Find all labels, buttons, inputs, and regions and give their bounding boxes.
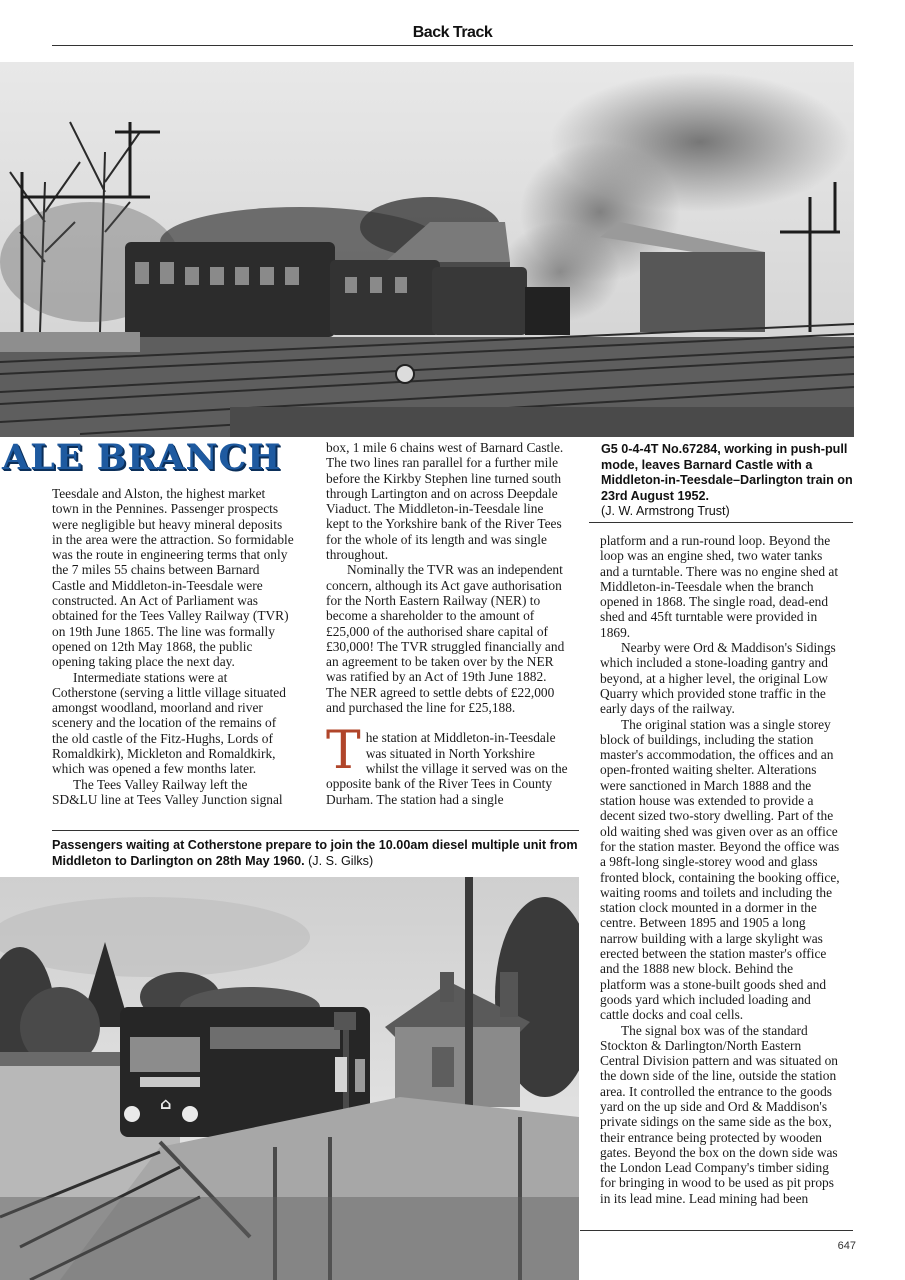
caption-bottom-rule	[52, 830, 579, 831]
header-rule	[52, 45, 853, 46]
caption-top	[601, 442, 853, 520]
caption-bottom-text: Passengers waiting at Cotherstone prepare to join the 10.00am diesel multiple unit from Middleton to Darlington on 28th May 1960.	[52, 838, 578, 868]
col2-paragraph: Nominally the TVR was an independent concern, although its Act gave authorisation for the North Eastern Railway (NER) to become a shareholder to the amount of £25,000 of the authorised share capital of £30,000! The TVR struggled financially and an agreement to be taken over by the NER was ratified by an Act of 19th June 1882. The NER agreed to settle debts of £22,000 and purchased the line for £25,188.	[326, 562, 565, 716]
col2-paragraph: box, 1 mile 6 chains west of Barnard Castle. The two lines ran parallel for a further mile before the Kirkby Stephen line turned south through Lartington and on across Deepdale Viaduct. The Middleton-in-Teesdale line kept to the Yorkshire bank of the River Tees for the whole of its length and was single throughout.	[326, 440, 564, 563]
caption-bottom	[52, 838, 579, 869]
article-headline: ALE BRANCH	[2, 437, 282, 478]
footer-rule	[580, 1230, 853, 1231]
article-column-1	[52, 486, 294, 807]
photo-bottom-dmu	[0, 877, 579, 1280]
article-column-3	[600, 533, 842, 1206]
drop-cap: T	[326, 721, 361, 782]
col3-paragraph: The original station was a single storey block of buildings, including the station master's accommodation, the offices and an open-fronted waiting shelter. Alterations were sanctioned in March 1888 and the station house was extended to provide a decent sized two-story dwelling. Part of the old waiting shed was given over as an office for the station master. Beyond the office was a 98ft-long single-storey wood and glass fronted block, containing the booking office, waiting rooms and toilets and including the station clock mounted in a dormer in the centre. Between 1895 and 1905 a long narrow building with a large skylight was erected between the station master's office and the 1888 new block. Behind the platform was a stone-built goods shed and goods yard which included loading and cattle docks and coal cells.	[600, 716, 840, 1023]
col1-paragraph: The Tees Valley Railway left the SD&LU line at Tees Valley Junction signal	[52, 776, 283, 807]
caption-bottom-credit: (J. S. Gilks)	[308, 853, 374, 868]
caption-top-credit: (J. W. Armstrong Trust)	[601, 504, 730, 518]
article-column-2	[326, 440, 568, 807]
col3-paragraph: The signal box was of the standard Stockton & Darlington/North Eastern Central Division pattern and was situated on the down side of the line, outside the station area. It controlled the entrance to the goods yard on the up side and Ord & Maddison's private sidings on the same side as the box, their entrance being protected by wooden gates. Beyond the box on the down side was the London Lead Company's timber siding for bringing in wood to be used as pit props in its lead mine. Lead mining had been	[600, 1022, 839, 1206]
magazine-masthead: Back Track	[412, 24, 493, 41]
col1-paragraph: Teesdale and Alston, the highest market town in the Pennines. Passenger prospects were negligible but heavy mineral deposits in the area were the attraction. So formidable was the route in engineering terms that only the 7 miles 55 chains between Barnard Castle and Middleton-in-Teesdale were constructed. An Act of Parliament was obtained for the Tees Valley Railway (TVR) on 19th June 1865. The line was formally opened on 12th May 1868, the public opening taking place the next day.	[52, 486, 294, 670]
col3-paragraph: Nearby were Ord & Maddison's Sidings which included a stone-loading gantry and beyond, at a higher level, the original Low Quarry which provided stone traffic in the early days of the railway.	[600, 640, 836, 717]
col1-paragraph: Intermediate stations were at Cotherstone (serving a little village situated amongst woodland, moorland and river scenery and the location of the remains of the old castle of the Fitz-Hughs, Lords of Romaldkirk), Mickleton and Romaldkirk, which was opened a few months later.	[52, 669, 286, 777]
photo-top-steam-train	[0, 62, 854, 437]
photo-bottom-illustration	[0, 877, 579, 1280]
caption-top-rule	[589, 522, 853, 523]
col2-dropcap-text: he station at Middleton-in-Teesdale was situated in North Yorkshire whilst the village it served was on the opposite bank of the River Tees in County Durham. The station had a single	[326, 730, 568, 807]
dmu-headcode-glyph: ⌂	[160, 1094, 172, 1113]
page-number: 647	[837, 1240, 856, 1252]
photo-top-illustration	[0, 62, 854, 437]
caption-top-text: G5 0-4-4T No.67284, working in push-pull mode, leaves Barnard Castle with a Middleton-in-Teesdale–Darlington train on 23rd August 1952.	[601, 442, 853, 503]
col3-paragraph: platform and a run-round loop. Beyond the loop was an engine shed, two water tanks and a turntable. There was no engine shed at Middleton-in-Teesdale when the branch opened in 1868. The single road, dead-end shed and 45ft turntable were provided in 1869.	[600, 533, 839, 640]
col2-dropcap-paragraph	[326, 721, 568, 807]
